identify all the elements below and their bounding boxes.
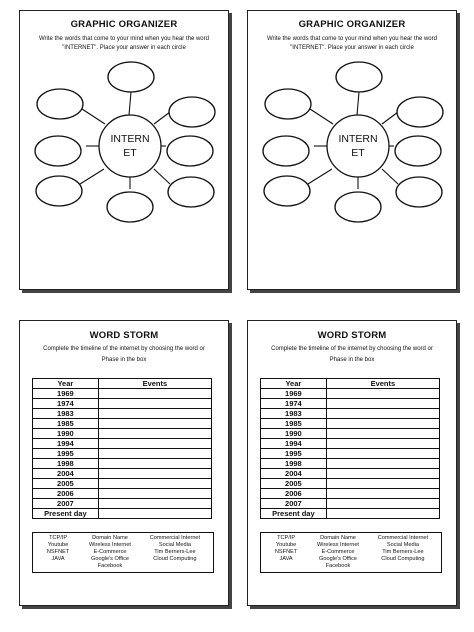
event-cell[interactable] xyxy=(98,399,211,409)
year-cell: 1983 xyxy=(33,409,99,419)
year-cell: 2006 xyxy=(261,489,327,499)
word-bank-item: Domain Name xyxy=(92,535,128,541)
year-cell: 2005 xyxy=(261,479,327,489)
word-bank-item xyxy=(35,563,81,570)
timeline-header-row xyxy=(261,379,440,389)
answer-circle[interactable] xyxy=(263,136,309,166)
word-bank-row xyxy=(263,549,439,556)
answer-circle[interactable] xyxy=(108,62,154,92)
word-bank-item: Commercial Internet xyxy=(377,535,429,541)
timeline-row xyxy=(33,399,212,409)
event-cell[interactable] xyxy=(326,399,439,409)
word-bank-item: Tim Berners-Lee xyxy=(382,549,424,555)
event-cell[interactable] xyxy=(98,509,211,519)
word-bank-item: E-Commerce xyxy=(93,549,127,555)
graphic-organizer-card-left xyxy=(19,10,229,290)
word-bank-item: Youtube xyxy=(47,542,69,548)
timeline-row xyxy=(33,439,212,449)
timeline-row xyxy=(261,409,440,419)
year-cell: 1995 xyxy=(33,449,99,459)
word-bank-item: Cloud Computing xyxy=(153,556,197,562)
timeline-row xyxy=(261,499,440,509)
timeline-row xyxy=(33,429,212,439)
card-instructions: Write the words that come to your mind when you hear the word "INTERNET". Place your answer in each circle xyxy=(39,36,209,51)
word-bank-row xyxy=(263,563,439,570)
word-bank-row xyxy=(35,556,211,563)
center-circle xyxy=(99,115,161,177)
word-bank-item: JAVA xyxy=(279,556,293,562)
timeline-row xyxy=(33,469,212,479)
event-cell[interactable] xyxy=(326,499,439,509)
answer-circle[interactable] xyxy=(335,192,381,222)
timeline-row xyxy=(33,509,212,519)
year-cell: 2007 xyxy=(261,499,327,509)
event-cell[interactable] xyxy=(326,489,439,499)
word-bank xyxy=(260,532,442,573)
event-cell[interactable] xyxy=(326,429,439,439)
word-bank-item: Wireless Internet xyxy=(317,542,359,548)
timeline-row xyxy=(261,439,440,449)
word-storm-card-left xyxy=(19,320,229,606)
year-cell: 1985 xyxy=(33,419,99,429)
event-cell[interactable] xyxy=(326,439,439,449)
card-title: WORD STORM xyxy=(89,330,159,341)
year-cell: 1994 xyxy=(261,439,327,449)
timeline-row xyxy=(33,389,212,399)
timeline-row xyxy=(261,459,440,469)
year-cell: 1998 xyxy=(261,459,327,469)
word-bank-row xyxy=(35,535,211,542)
timeline-row xyxy=(261,449,440,459)
timeline-table xyxy=(260,378,440,519)
year-cell: 2005 xyxy=(33,479,99,489)
word-storm-card-right xyxy=(247,320,457,606)
word-bank-item: Facebook xyxy=(325,563,351,569)
event-cell[interactable] xyxy=(326,409,439,419)
answer-circle[interactable] xyxy=(37,89,83,119)
timeline-row xyxy=(261,469,440,479)
timeline-row xyxy=(33,499,212,509)
timeline-row xyxy=(33,479,212,489)
events-header: Events xyxy=(98,379,211,389)
year-cell: 1985 xyxy=(261,419,327,429)
timeline-row xyxy=(261,429,440,439)
word-bank-item: Wireless Internet xyxy=(89,542,131,548)
word-bank-item: Tim Berners-Lee xyxy=(154,549,196,555)
event-cell[interactable] xyxy=(326,509,439,519)
timeline-row xyxy=(33,459,212,469)
timeline-row xyxy=(33,449,212,459)
word-bank-item: Social Media xyxy=(158,542,191,548)
answer-circle[interactable] xyxy=(264,176,310,206)
answer-circle[interactable] xyxy=(167,136,213,166)
year-cell: 1994 xyxy=(33,439,99,449)
year-header: Year xyxy=(33,379,99,389)
word-bank-item: Facebook xyxy=(97,563,123,569)
word-bank-item: Google's Office xyxy=(319,556,357,562)
center-label: INTERN ET xyxy=(338,133,378,159)
word-bank-item: Youtube xyxy=(275,542,297,548)
year-cell: Present day xyxy=(33,509,99,519)
year-cell: 1983 xyxy=(261,409,327,419)
answer-circle[interactable] xyxy=(35,136,81,166)
year-cell: 1974 xyxy=(261,399,327,409)
concept-web xyxy=(20,11,228,289)
year-cell: 1990 xyxy=(261,429,327,439)
word-bank-item: Cloud Computing xyxy=(381,556,425,562)
event-cell[interactable] xyxy=(98,479,211,489)
answer-circle[interactable] xyxy=(169,97,215,127)
timeline-row xyxy=(261,399,440,409)
word-bank-item xyxy=(139,563,211,570)
word-bank-item: NSFNET xyxy=(46,549,70,555)
year-cell: 2004 xyxy=(261,469,327,479)
timeline-row xyxy=(261,419,440,429)
word-bank-item: TCP/IP xyxy=(277,535,296,541)
answer-circle[interactable] xyxy=(336,62,382,92)
card-title: GRAPHIC ORGANIZER xyxy=(298,19,406,30)
card-instructions: Complete the timeline of the internet by choosing the word or Phase in the box xyxy=(271,346,433,363)
answer-circle[interactable] xyxy=(168,177,214,207)
answer-circle[interactable] xyxy=(36,176,82,206)
word-bank-item: Google's Office xyxy=(91,556,129,562)
year-cell: 1969 xyxy=(261,389,327,399)
concept-web xyxy=(248,11,456,289)
event-cell[interactable] xyxy=(98,429,211,439)
timeline-table xyxy=(32,378,212,519)
word-bank-row xyxy=(35,542,211,549)
events-header: Events xyxy=(326,379,439,389)
year-cell: Present day xyxy=(261,509,327,519)
event-cell[interactable] xyxy=(326,389,439,399)
word-bank-row xyxy=(263,556,439,563)
timeline-row xyxy=(261,389,440,399)
word-bank-row xyxy=(35,549,211,556)
year-cell: 1998 xyxy=(33,459,99,469)
event-cell[interactable] xyxy=(326,479,439,489)
timeline-row xyxy=(261,509,440,519)
word-bank-item: TCP/IP xyxy=(49,535,68,541)
center-circle xyxy=(327,115,389,177)
year-cell: 1974 xyxy=(33,399,99,409)
event-cell[interactable] xyxy=(98,469,211,479)
card-instructions: Write the words that come to your mind when you hear the word "INTERNET". Place your answer in each circle xyxy=(267,36,437,51)
year-cell: 1995 xyxy=(261,449,327,459)
event-cell[interactable] xyxy=(98,389,211,399)
answer-circle[interactable] xyxy=(396,177,442,207)
card-instructions: Complete the timeline of the internet by choosing the word or Phase in the box xyxy=(43,346,205,363)
word-bank-item: Social Media xyxy=(386,542,419,548)
card-title: GRAPHIC ORGANIZER xyxy=(70,19,178,30)
word-bank-row xyxy=(263,542,439,549)
year-cell: 2007 xyxy=(33,499,99,509)
timeline-header-row xyxy=(33,379,212,389)
word-bank-item: Domain Name xyxy=(320,535,356,541)
answer-circle[interactable] xyxy=(395,136,441,166)
word-bank-item: E-Commerce xyxy=(321,549,355,555)
event-cell[interactable] xyxy=(98,449,211,459)
center-label: INTERN ET xyxy=(110,133,150,159)
timeline-row xyxy=(33,409,212,419)
event-cell[interactable] xyxy=(326,419,439,429)
answer-circle[interactable] xyxy=(265,89,311,119)
timeline-row xyxy=(33,419,212,429)
year-header: Year xyxy=(261,379,327,389)
word-bank xyxy=(32,532,214,573)
word-bank-row xyxy=(263,535,439,542)
timeline-row xyxy=(33,489,212,499)
event-cell[interactable] xyxy=(98,459,211,469)
card-title: WORD STORM xyxy=(317,330,387,341)
event-cell[interactable] xyxy=(326,459,439,469)
graphic-organizer-card-right xyxy=(247,10,457,290)
event-cell[interactable] xyxy=(98,409,211,419)
word-bank-row xyxy=(35,563,211,570)
word-bank-item: Commercial Internet xyxy=(149,535,201,541)
word-bank-item: NSFNET xyxy=(274,549,298,555)
year-cell: 2006 xyxy=(33,489,99,499)
year-cell: 1969 xyxy=(33,389,99,399)
event-cell[interactable] xyxy=(98,489,211,499)
year-cell: 1990 xyxy=(33,429,99,439)
word-bank-item: JAVA xyxy=(51,556,65,562)
event-cell[interactable] xyxy=(98,499,211,509)
timeline-row xyxy=(261,479,440,489)
event-cell[interactable] xyxy=(326,449,439,459)
answer-circle[interactable] xyxy=(397,97,443,127)
event-cell[interactable] xyxy=(98,439,211,449)
word-bank-item xyxy=(263,563,309,570)
answer-circle[interactable] xyxy=(107,192,153,222)
event-cell[interactable] xyxy=(98,419,211,429)
event-cell[interactable] xyxy=(326,469,439,479)
word-bank-item xyxy=(367,563,439,570)
year-cell: 2004 xyxy=(33,469,99,479)
timeline-row xyxy=(261,489,440,499)
